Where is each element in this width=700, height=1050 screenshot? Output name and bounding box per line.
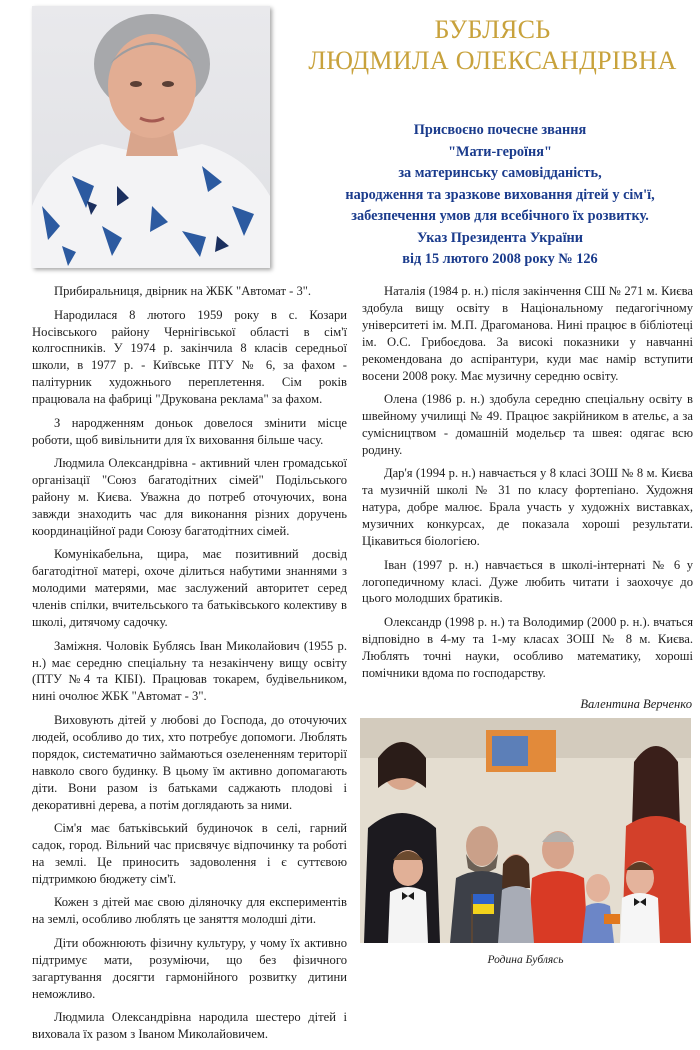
- award-line: "Мати-героїня": [448, 143, 552, 160]
- award-line: за материнську самовідданість,: [398, 165, 602, 181]
- award-line: забезпечення умов для всебічного їх розвитку.: [351, 208, 649, 224]
- paragraph: Кожен з дітей має свою діляночку для експериментів на землі, особливо люблять це заняття молодші діти.: [32, 895, 347, 927]
- author-signature: Валентина Верченко: [580, 697, 692, 711]
- paragraph: Виховують дітей у любові до Господа, до оточуючих людей, особливо до тих, хто потребує допомоги. Люблять порядок, систематично займаються озелененням території навколо свого будинку. В цьому їм активно допомагають діти. Вони разом із батьками саджають плодові і декоративні дерева, а потім доглядають за ними.: [32, 712, 347, 812]
- left-column: [32, 283, 347, 1050]
- award-announcement: [300, 120, 700, 271]
- paragraph: Дар'я (1994 р. н.) навчається у 8 класі ЗОШ № 8 м. Києва та музичній школі № 31 по класу фортепіано. Художня натура, добре малює. Брала участь у художніх виставках, музичних конкурсах, де показала хороші результати. Цікавиться біологією.: [362, 466, 693, 549]
- portrait-photo: [32, 6, 270, 268]
- name-heading: [285, 14, 700, 76]
- paragraph: Сім'я має батьківський будиночок в селі, гарний садок, город. Вільний час присвячує відпочинку та роботі на землі. Це приносить задоволення і є суттєвою підтримкою бюджету сім'ї.: [32, 821, 347, 886]
- paragraph: Іван (1997 р. н.) навчається в школі-інтернаті № 6 у логопедичному класі. Дуже любить читати і заохочує до цього молодших братиків.: [362, 557, 693, 606]
- full-name: ЛЮДМИЛА ОЛЕКСАНДРІВНА: [308, 46, 677, 75]
- surname: БУБЛЯСЬ: [434, 15, 551, 44]
- paragraph: Комунікабельна, щира, має позитивний досвід багатодітної матері, охоче ділиться набутими знаннями з молодими матерями, має заслужений авторитет серед членів спілки, вчительського та батьківського колективу в школі, дитячому садочку.: [32, 547, 347, 630]
- right-column: [362, 283, 693, 688]
- award-line: від 15 лютого 2008 року № 126: [402, 251, 598, 267]
- paragraph: Народилася 8 лютого 1959 року в с. Козари Носівського району Чернігівської області в сім'ї колгоспників. У 1974 р. закінчила 8 класів середньої школи, в 1977 р. - Київське ПТУ № 6, за фахом - палітурник художнього переплетення. Сім років працювала на фабриці "Друкована реклама" за фахом.: [32, 307, 347, 407]
- award-line: Указ Президента України: [416, 229, 584, 246]
- paragraph: Олександр (1998 р. н.) та Володимир (2000 р. н.). вчаться відповідно в 4-му та 1-му класах ЗОШ № 8 м. Києва. Люблять точні науки, особливо математику, хороші помічники вдома по господарству.: [362, 615, 693, 680]
- paragraph: Олена (1986 р. н.) здобула середню спеціальну освіту в швейному училищі № 49. Працює закрійником в ательє, а за сумісництвом - домашній модельєр та швея: одягає всю родину.: [362, 392, 693, 457]
- paragraph: Прибиральниця, двірник на ЖБК "Автомат - 3".: [54, 284, 312, 298]
- paragraph: З народженням доньок довелося змінити місце роботи, щоб вивільнити для їх виховання більше часу.: [32, 415, 347, 447]
- paragraph: Людмила Олександрівна - активний член громадської організації "Союз багатодітних сімей" Подільського району м. Києва. Уважна до потреб оточуючих, вона завжди знаходить час для виконання різних доручень координаційної ради Союзу багатодітних сімей.: [32, 456, 347, 538]
- paragraph: Наталія (1984 р. н.) після закінчення СШ № 271 м. Києва здобула вищу освіту в Національному педагогічному університеті ім. М.П. Драгоманова. Нині працює в бібліотеці ім. О.С. Грибоєдова. За високі показники у навчанні рекомендована до аспірантури, куди має намір вступити восени 2008 року. Має музичну середню освіту.: [362, 284, 693, 383]
- paragraph: Діти обожнюють фізичну культуру, у чому їх активно підтримує мати, розуміючи, що без фізичного загартування досягти гармонійного розвитку дитини неможливо.: [32, 935, 347, 1001]
- award-line: Присвоєно почесне звання: [413, 122, 587, 138]
- family-photo: [360, 718, 691, 943]
- award-line: народження та зразкове виховання дітей у сім'ї,: [345, 186, 655, 203]
- paragraph: Людмила Олександрівна народила шестеро дітей і виховала їх разом з Іваном Миколайовичем.: [32, 1010, 347, 1042]
- photo-caption: Родина Бублясь: [487, 954, 564, 966]
- paragraph: Заміжня. Чоловік Бублясь Іван Миколайович (1955 р. н.) має середню спеціальну та незакінчену вищу освіту (ПТУ №4 та КІБІ). Працював токарем, будівельником, нині очолює ЖБК "Автомат - 3".: [32, 638, 347, 704]
